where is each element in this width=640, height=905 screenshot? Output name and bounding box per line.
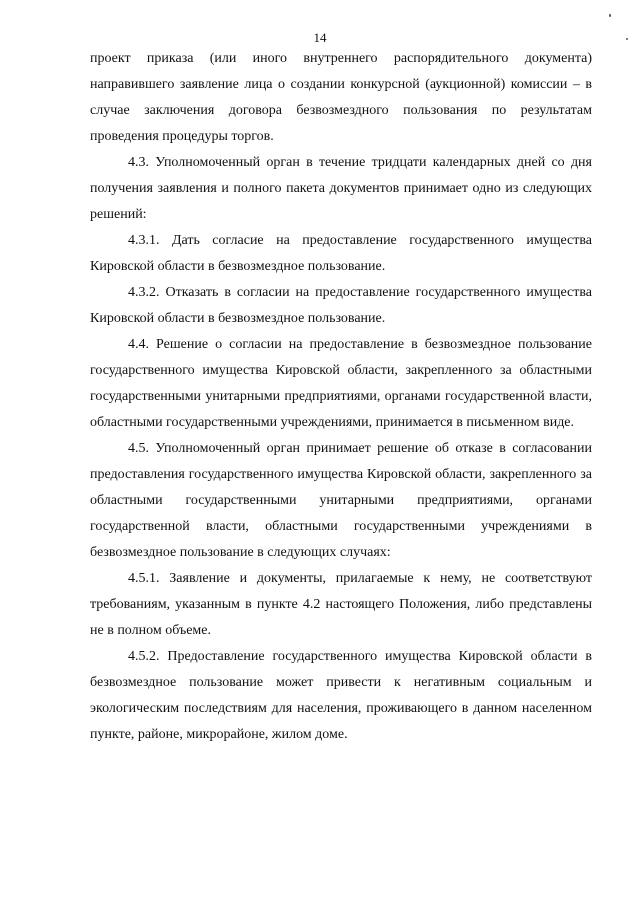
paragraph-4-3: 4.3. Уполномоченный орган в течение тридцати календарных дней со дня получения заявления и полного пакета документов принимает одно из следующих решений: xyxy=(90,155,592,222)
paragraph-4-5-2: 4.5.2. Предоставление государственного имущества Кировской области в безвозмездное пользование может привести к негативным социальным и экологическим последствиям для населения, проживающего в данном населенном пункте, районе, микрорайоне, жилом доме. xyxy=(90,649,592,742)
scan-speck xyxy=(609,14,611,17)
paragraph-4-3-2: 4.3.2. Отказать в согласии на предоставление государственного имущества Кировской области в безвозмездное пользование. xyxy=(90,285,592,326)
paragraph-4-5-1: 4.5.1. Заявление и документы, прилагаемые к нему, не соответствуют требованиям, указанным в пункте 4.2 настоящего Положения, либо представлены не в полном объеме. xyxy=(90,571,592,638)
document-body xyxy=(90,46,592,748)
paragraph-4-5: 4.5. Уполномоченный орган принимает решение об отказе в согласовании предоставления государственного имущества Кировской области, закрепленного за областными государственными унитарными предприятиями, органами государственной власти, областными государственными учреждениями в безвозмездное пользование в следующих случаях: xyxy=(90,441,592,560)
paragraph-4-3-1: 4.3.1. Дать согласие на предоставление государственного имущества Кировской области в безвозмездное пользование. xyxy=(90,233,592,274)
paragraph-continuation: проект приказа (или иного внутреннего распорядительного документа) направившего заявление лица о создании конкурсной (аукционной) комиссии – в случае заключения договора безвозмездного пользования по результатам проведения процедуры торгов. xyxy=(90,51,592,144)
page-number: 14 xyxy=(313,30,327,45)
paragraph-4-4: 4.4. Решение о согласии на предоставление в безвозмездное пользование государственного имущества Кировской области, закрепленного за областными государственными унитарными предприятиями, органами государственной власти, областными государственными учреждениями, принимается в письменном виде. xyxy=(90,337,592,430)
scan-speck xyxy=(626,38,628,40)
